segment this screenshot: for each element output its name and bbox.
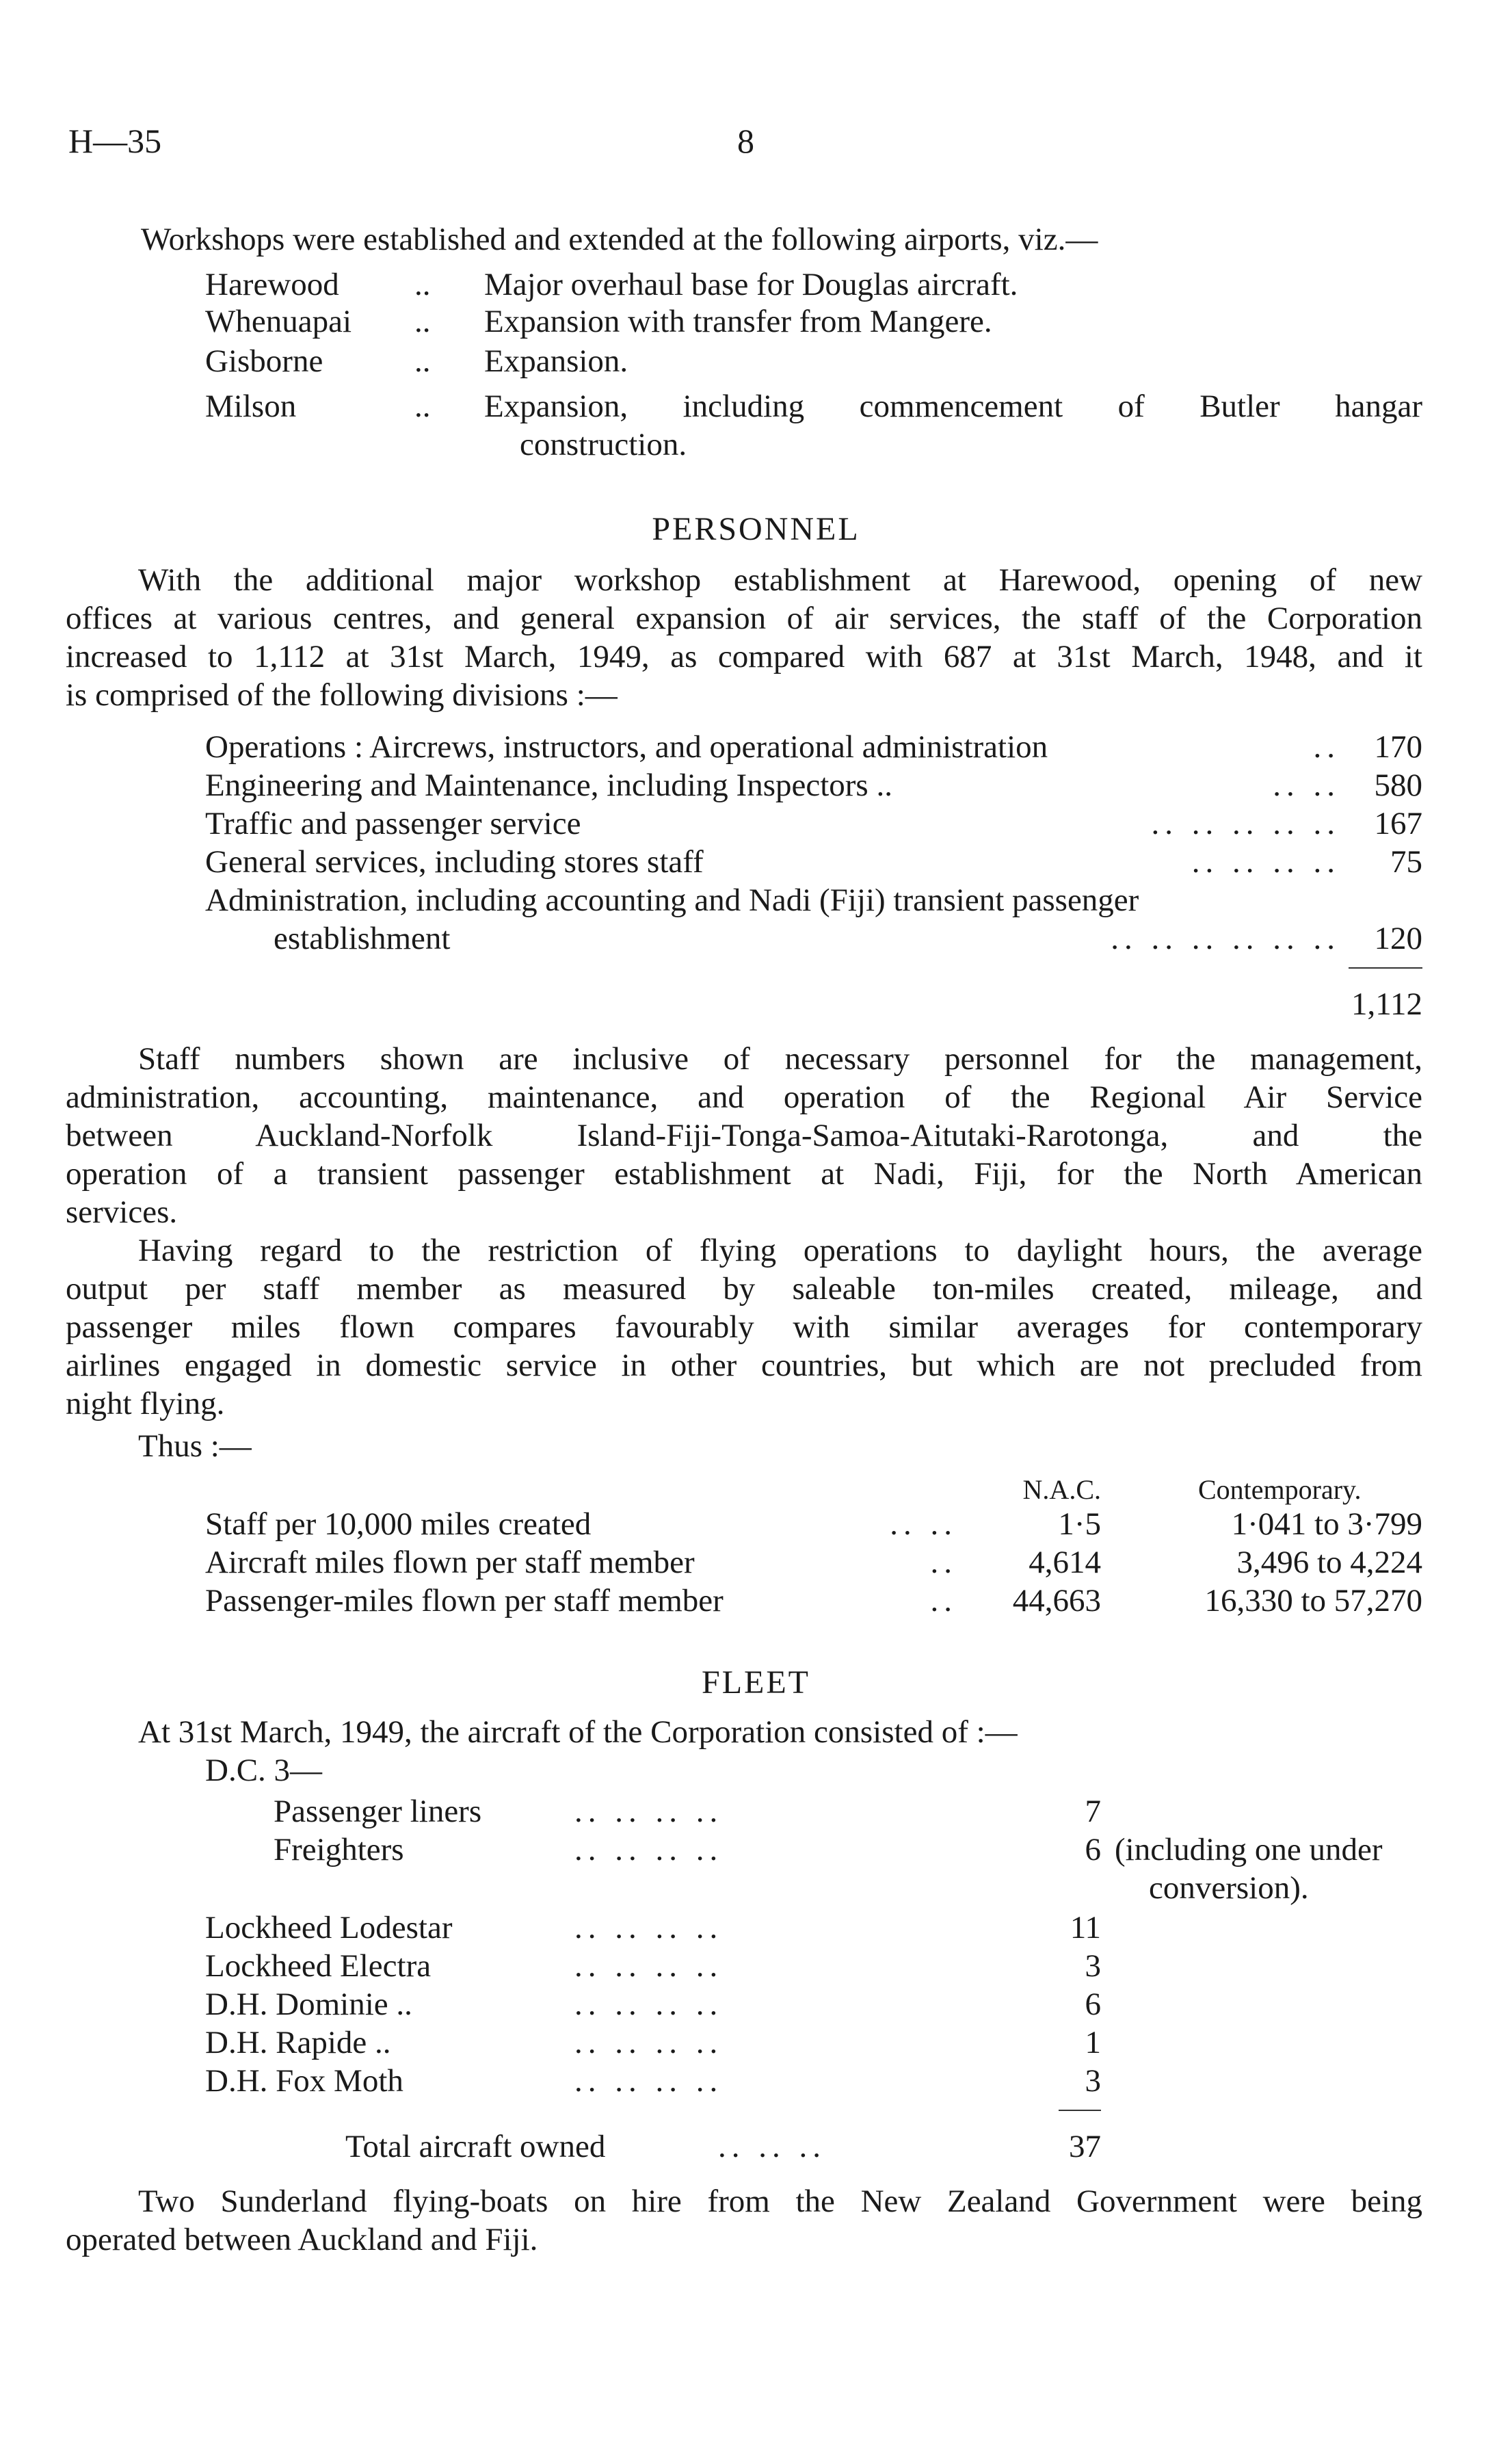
- fleet-item-note-continued: conversion).: [1149, 1870, 1309, 1906]
- division-dots: .. .. .. .. ..: [1151, 806, 1340, 841]
- staff-para-line: operation of a transient passenger establishment at Nadi, Fiji, for the North American: [66, 1156, 1422, 1192]
- division-value: 167: [1374, 806, 1422, 841]
- fleet-heading: FLEET: [702, 1664, 810, 1701]
- comparison-label: Staff per 10,000 miles created: [205, 1506, 592, 1542]
- col-header-contemporary: Contemporary.: [1198, 1474, 1362, 1505]
- comparison-dots: .. ..: [890, 1506, 957, 1542]
- comparison-nac: 1·5: [1058, 1506, 1101, 1542]
- division-value: 120: [1374, 921, 1422, 956]
- fleet-item-count: 3: [1085, 2063, 1101, 2099]
- output-para-line: airlines engaged in domestic service in other countries, but which are not precluded from: [66, 1348, 1422, 1383]
- workshop-place: Whenuapai: [205, 304, 352, 339]
- workshop-sep: ..: [414, 267, 431, 302]
- workshop-desc: Expansion, including commencement of Butler hangar: [484, 389, 1422, 424]
- comparison-contemporary: 16,330 to 57,270: [1204, 1583, 1422, 1618]
- fleet-item-count: 6: [1085, 1832, 1101, 1867]
- fleet-closing-line: Two Sunderland flying-boats on hire from the New Zealand Government were being: [138, 2184, 1422, 2219]
- personnel-para-line: increased to 1,112 at 31st March, 1949, as compared with 687 at 31st March, 1948, and it: [66, 639, 1422, 674]
- personnel-heading: PERSONNEL: [652, 511, 860, 547]
- division-dots: ..: [1313, 729, 1340, 765]
- comparison-dots: ..: [930, 1545, 957, 1580]
- division-dots: .. ..: [1273, 768, 1340, 803]
- fleet-item-label: Lockheed Lodestar: [205, 1910, 453, 1945]
- division-label: General services, including stores staff: [205, 844, 704, 880]
- fleet-total-label: Total aircraft owned: [345, 2129, 606, 2164]
- personnel-para-line: offices at various centres, and general expansion of air services, the staff of the Corporation: [66, 601, 1422, 636]
- fleet-item-count: 6: [1085, 1987, 1101, 2022]
- fleet-item-label: Passenger liners: [274, 1794, 482, 1829]
- divisions-total: 1,112: [1351, 986, 1422, 1022]
- col-header-nac: N.A.C.: [1022, 1474, 1101, 1505]
- comparison-label: Passenger-miles flown per staff member: [205, 1583, 724, 1618]
- fleet-item-dots: .. .. .. ..: [574, 1987, 724, 2022]
- fleet-item-note: (including one under: [1115, 1832, 1383, 1867]
- thus-label: Thus :—: [138, 1428, 252, 1464]
- fleet-item-label: D.H. Fox Moth: [205, 2063, 403, 2099]
- division-value: 75: [1390, 844, 1422, 880]
- workshop-desc: Expansion with transfer from Mangere.: [484, 304, 992, 339]
- total-rule: [1349, 967, 1422, 969]
- staff-para-line: between Auckland-Norfolk Island-Fiji-Tonga-Samoa-Aitutaki-Rarotonga, and the: [66, 1118, 1422, 1153]
- division-label-continued: establishment: [274, 921, 451, 956]
- staff-para-line: services.: [66, 1194, 178, 1230]
- document-code: H—35: [68, 122, 162, 160]
- comparison-dots: ..: [930, 1583, 957, 1618]
- fleet-item-dots: .. .. .. ..: [574, 1948, 724, 1984]
- fleet-item-dots: .. .. .. ..: [574, 1794, 724, 1829]
- workshop-place: Harewood: [205, 267, 339, 302]
- personnel-para-line: is comprised of the following divisions :—: [66, 677, 618, 713]
- fleet-item-dots: .. .. .. ..: [574, 2025, 724, 2060]
- output-para-line: Having regard to the restriction of flying operations to daylight hours, the average: [138, 1233, 1422, 1268]
- output-para-line: output per staff member as measured by saleable ton-miles created, mileage, and: [66, 1271, 1422, 1307]
- division-label: Engineering and Maintenance, including Inspectors ..: [205, 768, 892, 803]
- output-para-line: night flying.: [66, 1386, 225, 1421]
- fleet-item-dots: .. .. .. ..: [574, 1832, 724, 1867]
- division-label: Administration, including accounting and Nadi (Fiji) transient passenger: [205, 882, 1139, 918]
- division-label: Operations : Aircrews, instructors, and operational administration: [205, 729, 1048, 765]
- fleet-item-count: 1: [1085, 2025, 1101, 2060]
- personnel-para-line: With the additional major workshop establishment at Harewood, opening of new: [138, 562, 1422, 598]
- fleet-intro: At 31st March, 1949, the aircraft of the Corporation consisted of :—: [138, 1714, 1018, 1750]
- workshop-sep: ..: [414, 304, 431, 339]
- comparison-contemporary: 1·041 to 3·799: [1231, 1506, 1422, 1542]
- fleet-total-count: 37: [1069, 2129, 1101, 2164]
- staff-para-line: Staff numbers shown are inclusive of necessary personnel for the management,: [138, 1041, 1422, 1077]
- workshop-place: Gisborne: [205, 343, 323, 379]
- fleet-item-label: D.H. Rapide ..: [205, 2025, 391, 2060]
- division-value: 580: [1374, 768, 1422, 803]
- fleet-total-rule: [1059, 2110, 1101, 2111]
- workshop-desc: Major overhaul base for Douglas aircraft.: [484, 267, 1018, 302]
- workshops-intro: Workshops were established and extended at the following airports, viz.—: [141, 222, 1098, 257]
- fleet-closing-line: operated between Auckland and Fiji.: [66, 2222, 538, 2257]
- fleet-item-label: Freighters: [274, 1832, 404, 1867]
- workshop-place: Milson: [205, 389, 297, 424]
- fleet-item-count: 7: [1085, 1794, 1101, 1829]
- division-label: Traffic and passenger service: [205, 806, 581, 841]
- fleet-item-label: D.H. Dominie ..: [205, 1987, 412, 2022]
- division-value: 170: [1374, 729, 1422, 765]
- output-para-line: passenger miles flown compares favourably with similar averages for contemporary: [66, 1309, 1422, 1345]
- fleet-item-dots: .. .. .. ..: [574, 1910, 724, 1945]
- workshop-sep: ..: [414, 343, 431, 379]
- comparison-nac: 4,614: [1029, 1545, 1101, 1580]
- fleet-item-label: Lockheed Electra: [205, 1948, 432, 1984]
- workshop-sep: ..: [414, 389, 431, 424]
- workshop-desc: Expansion.: [484, 343, 628, 379]
- division-dots: .. .. .. ..: [1191, 844, 1340, 880]
- fleet-item-dots: .. .. .. ..: [574, 2063, 724, 2099]
- comparison-nac: 44,663: [1012, 1583, 1101, 1618]
- fleet-group-label: D.C. 3—: [205, 1753, 323, 1788]
- division-dots: .. .. .. .. .. ..: [1111, 921, 1340, 956]
- workshop-desc-continued: construction.: [520, 427, 687, 462]
- comparison-contemporary: 3,496 to 4,224: [1236, 1545, 1422, 1580]
- staff-para-line: administration, accounting, maintenance, and operation of the Regional Air Service: [66, 1079, 1422, 1115]
- page-number: 8: [737, 122, 754, 160]
- comparison-label: Aircraft miles flown per staff member: [205, 1545, 695, 1580]
- fleet-item-count: 11: [1070, 1910, 1101, 1945]
- fleet-total-dots: .. .. ..: [718, 2129, 826, 2164]
- fleet-item-count: 3: [1085, 1948, 1101, 1984]
